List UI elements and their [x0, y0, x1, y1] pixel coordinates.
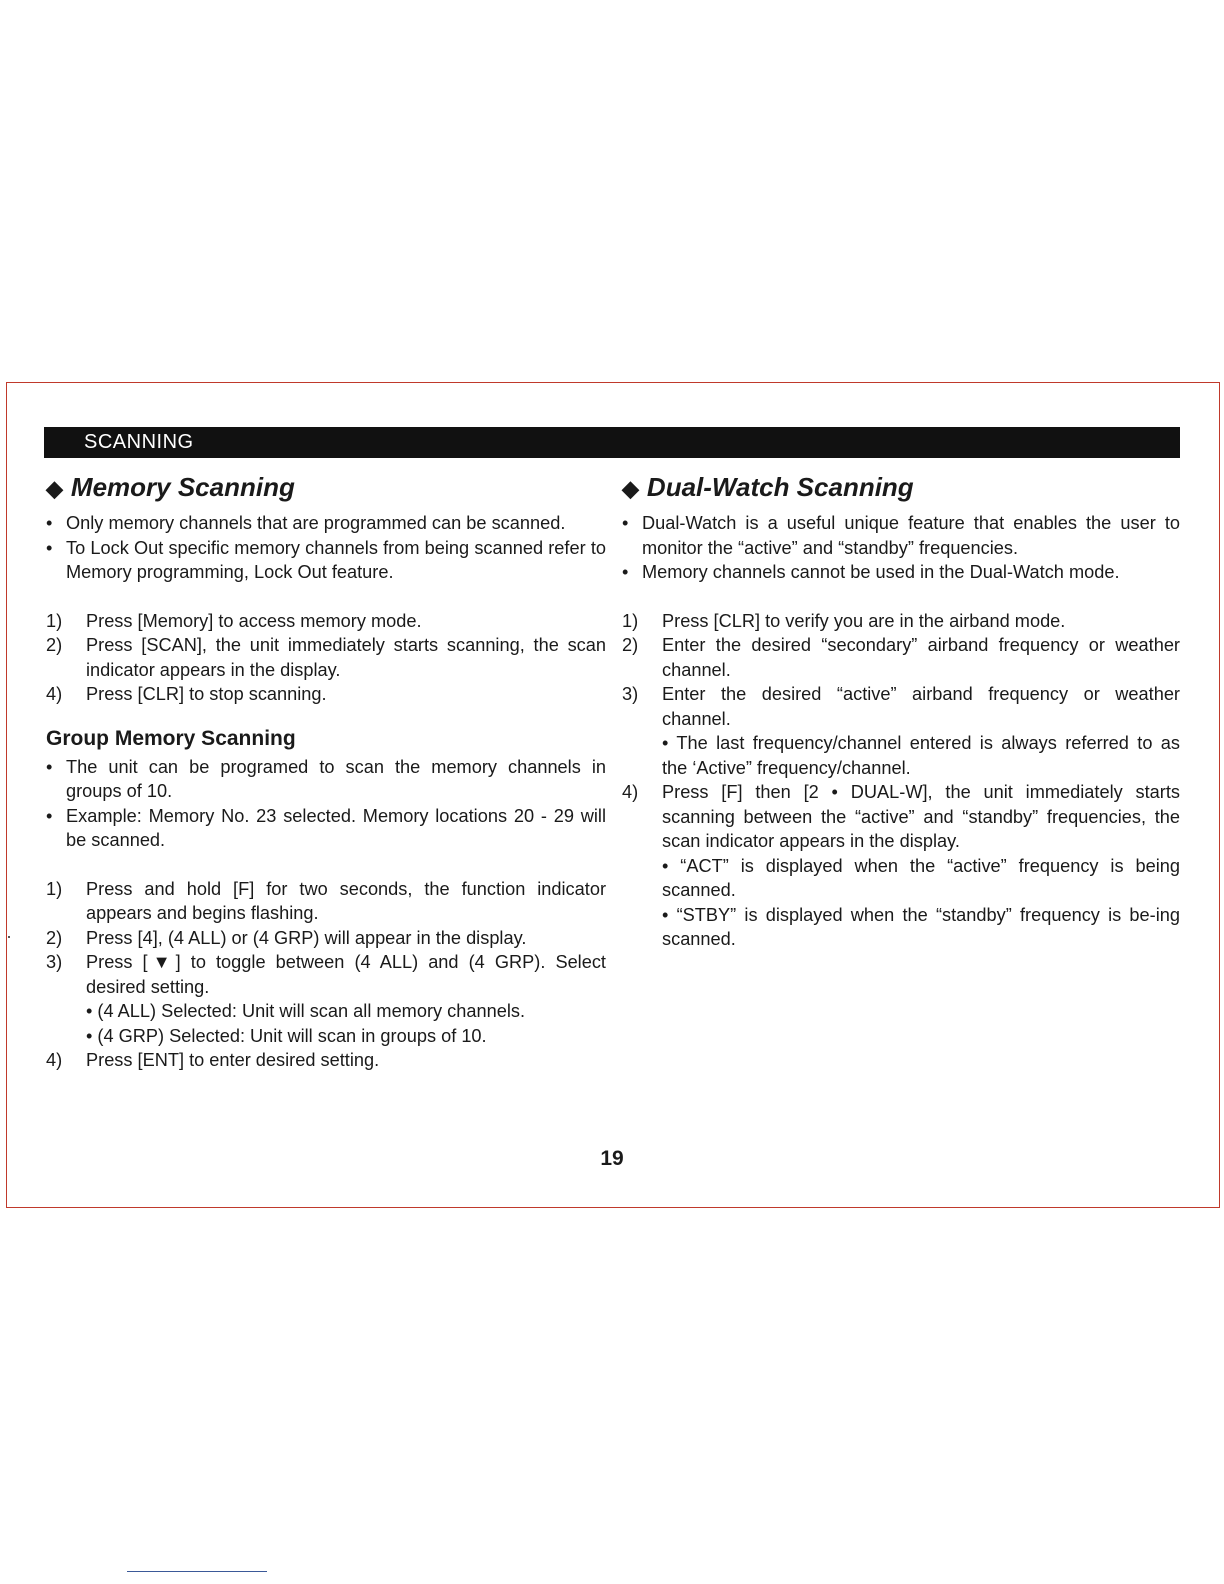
step-note: • (4 ALL) Selected: Unit will scan all memory channels. — [86, 1001, 526, 1021]
diamond-icon: ◆ — [46, 476, 63, 501]
step-number: 4) — [46, 1050, 63, 1070]
memory-scanning-heading — [46, 470, 606, 506]
bullet-text: Memory channels cannot be used in the Dual-Watch mode. — [642, 562, 1120, 582]
list-item — [46, 755, 606, 804]
dual-watch-scanning-heading — [622, 470, 1180, 506]
step-text: Press [▼] to toggle between (4 ALL) and (4 GRP). Select desired setting. — [86, 952, 606, 997]
bottom-rule — [127, 1571, 267, 1572]
step-note: • The last frequency/channel entered is always referred to as the ‘Active” frequency/channel. — [662, 733, 1180, 778]
spacer — [46, 853, 606, 877]
step-number: 1) — [46, 610, 63, 631]
bullet-icon: • — [46, 756, 53, 777]
step-text: Press [ENT] to enter desired setting. — [86, 1050, 380, 1070]
scan-speck — [8, 936, 10, 938]
bullet-text: To Lock Out specific memory channels from being scanned refer to Memory programming, Lock Out feature. — [66, 537, 606, 582]
list-item — [46, 511, 606, 536]
step-item — [46, 926, 606, 951]
bullet-icon: • — [622, 513, 629, 533]
step-item — [46, 609, 606, 634]
diamond-icon: ◆ — [622, 476, 639, 501]
step-number: 1) — [622, 610, 639, 631]
section-title: SCANNING — [84, 431, 194, 453]
step-text: Press [4], (4 ALL) or (4 GRP) will appear in the display. — [86, 927, 527, 948]
spacer — [46, 707, 606, 725]
step-number: 4) — [622, 782, 639, 802]
bullet-icon: • — [46, 537, 53, 558]
section-title-bar — [44, 427, 1180, 458]
left-column — [46, 470, 606, 1073]
step-item — [622, 682, 1180, 731]
step-text: Press [CLR] to stop scanning. — [86, 684, 327, 704]
bullet-icon: • — [622, 562, 629, 582]
step-note: • (4 GRP) Selected: Unit will scan in groups of 10. — [86, 1025, 487, 1046]
spacer — [622, 585, 1180, 609]
step-text: Press and hold [F] for two seconds, the function indicator appears and begins flashing. — [86, 878, 606, 923]
step-item — [622, 633, 1180, 682]
step-note: • “ACT” is displayed when the “active” frequency is being scanned. — [662, 855, 1180, 900]
memory-scanning-title: Memory Scanning — [70, 472, 295, 502]
step-number: 1) — [46, 878, 63, 899]
step-text: Press [CLR] to verify you are in the airband mode. — [662, 610, 1066, 631]
list-item — [622, 511, 1180, 560]
bullet-icon: • — [46, 513, 53, 533]
step-item — [46, 1048, 606, 1073]
step-text: Enter the desired “active” airband frequency or weather channel. — [662, 684, 1180, 729]
step-text: Enter the desired “secondary” airband frequency or weather channel. — [662, 635, 1180, 680]
step-number: 2) — [46, 635, 63, 655]
group-memory-scanning-heading: Group Memory Scanning — [46, 726, 296, 750]
step-item — [622, 780, 1180, 854]
step-number: 3) — [622, 684, 639, 704]
step-item — [46, 950, 606, 999]
step-item — [622, 609, 1180, 634]
step-text: Press [SCAN], the unit immediately starts scanning, the scan indicator appears in the display. — [86, 635, 606, 680]
step-text: Press [F] then [2 • DUAL-W], the unit immediately starts scanning between the “active” and “standby” frequencies, the scan indicator appears in the display. — [662, 782, 1180, 851]
step-number: 3) — [46, 952, 63, 972]
right-column — [622, 470, 1180, 952]
step-note: • “STBY” is displayed when the “standby” frequency is be-ing scanned. — [662, 904, 1180, 949]
step-item — [46, 682, 606, 707]
step-item — [46, 877, 606, 926]
list-item — [46, 536, 606, 585]
step-number: 2) — [46, 927, 63, 948]
list-item — [622, 560, 1180, 585]
step-item — [46, 633, 606, 682]
spacer — [46, 585, 606, 609]
dual-watch-scanning-title: Dual-Watch Scanning — [646, 472, 914, 502]
page-number: 19 — [600, 1147, 624, 1170]
step-number: 4) — [46, 684, 63, 704]
bullet-text: Dual-Watch is a useful unique feature that enables the user to monitor the “active” and “standby” frequencies. — [642, 513, 1180, 558]
bullet-text: The unit can be programed to scan the memory channels in groups of 10. — [66, 756, 606, 801]
step-text: Press [Memory] to access memory mode. — [86, 610, 422, 631]
step-number: 2) — [622, 635, 639, 655]
bullet-text: Only memory channels that are programmed can be scanned. — [66, 513, 566, 533]
bullet-text: Example: Memory No. 23 selected. Memory locations 20 - 29 will be scanned. — [66, 805, 606, 850]
list-item — [46, 804, 606, 853]
bullet-icon: • — [46, 805, 53, 826]
